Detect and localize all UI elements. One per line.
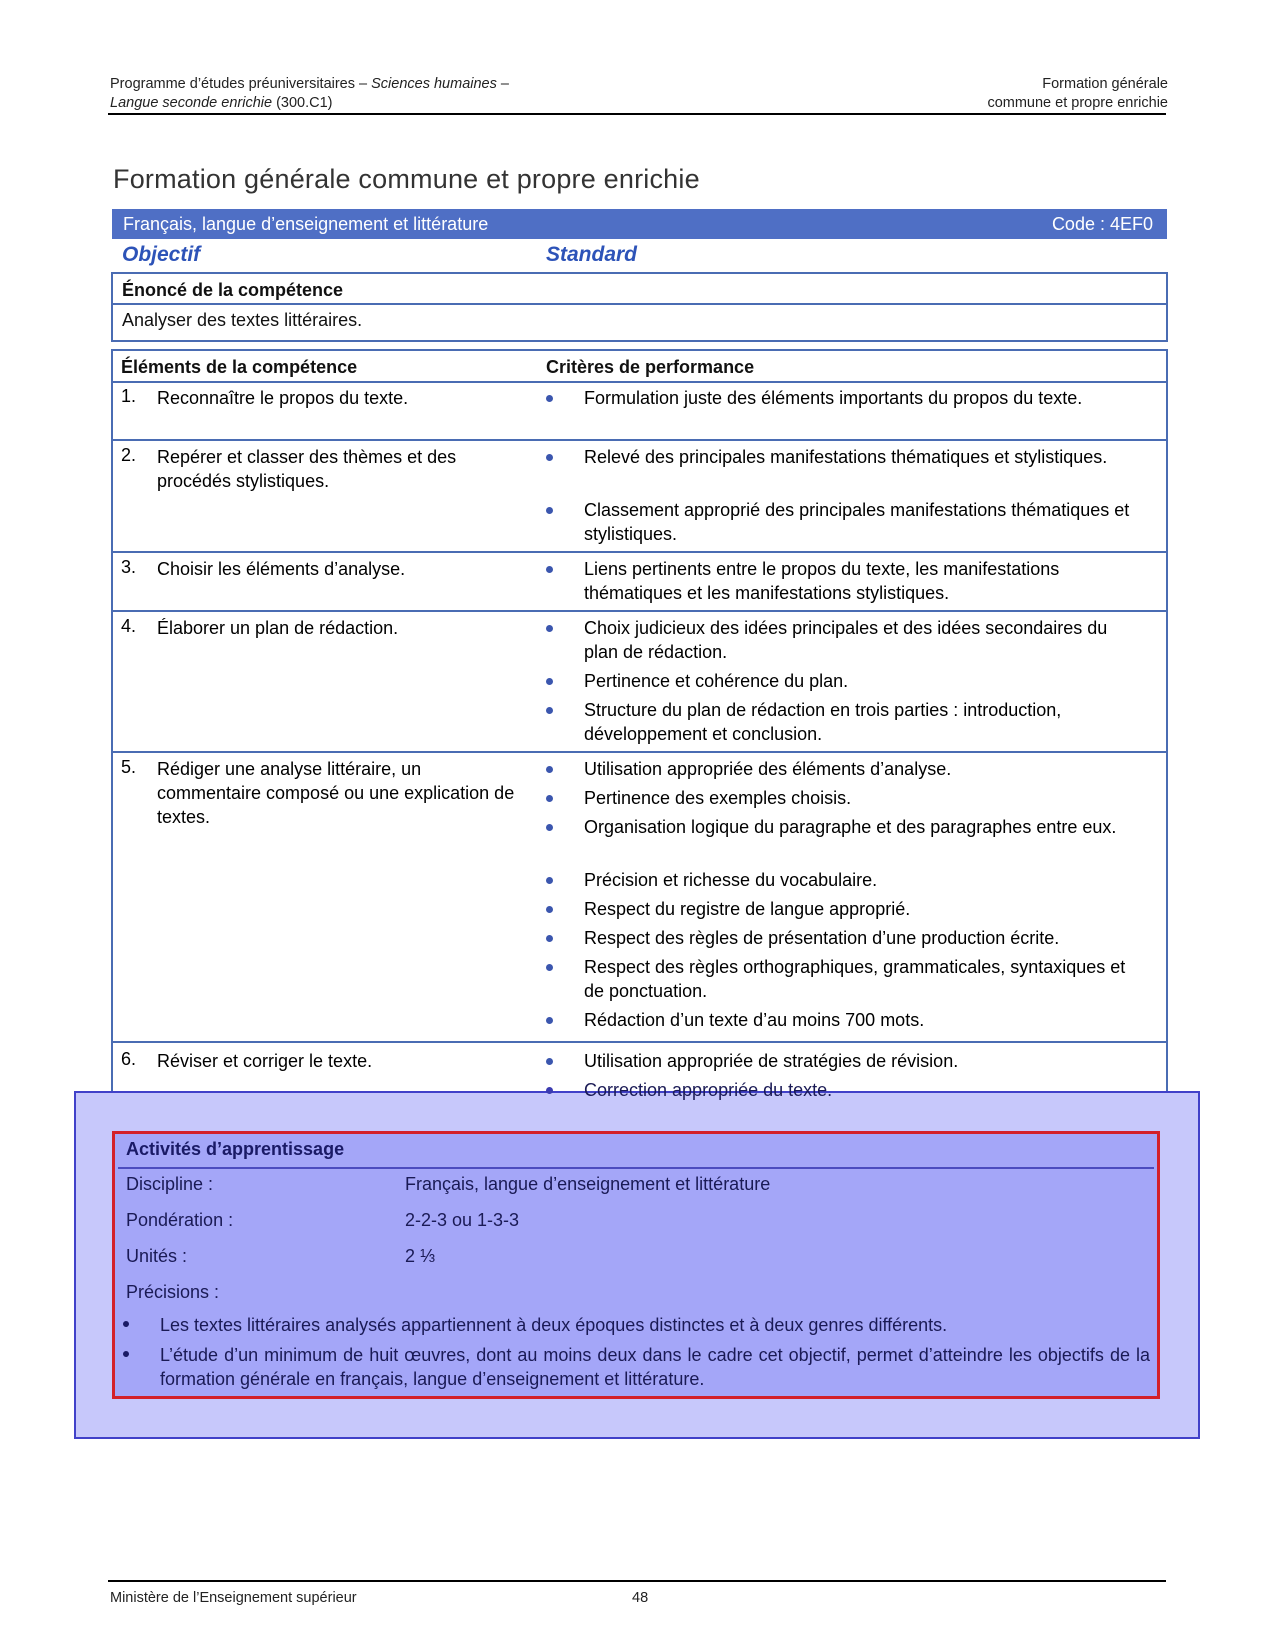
row-criterion: Respect des règles orthographiques, grammaticales, syntaxiques et de ponctuation. bbox=[584, 957, 1126, 1001]
row-criterion: Formulation juste des éléments importants du propos du texte. bbox=[584, 388, 1083, 408]
bullet-icon bbox=[546, 507, 553, 514]
header-section-sub: commune et propre enrichie bbox=[987, 95, 1168, 111]
activites-box bbox=[112, 1131, 1160, 1399]
enonce-text: Analyser des textes littéraires. bbox=[122, 310, 363, 330]
row-number: 6. bbox=[121, 1049, 137, 1069]
row-divider bbox=[112, 1041, 1167, 1043]
bullet-icon bbox=[546, 707, 553, 714]
header-line-1 bbox=[110, 76, 1168, 92]
page-title: Formation générale commune et propre enrichie bbox=[113, 164, 700, 194]
row-criterion: Pertinence des exemples choisis. bbox=[584, 788, 852, 808]
row-criterion: Respect du registre de langue approprié. bbox=[584, 899, 911, 919]
bullet-icon bbox=[546, 824, 553, 831]
bullet-icon bbox=[546, 1017, 553, 1024]
table-header-divider bbox=[112, 381, 1167, 383]
activites-divider bbox=[118, 1167, 1154, 1169]
header-rule bbox=[108, 113, 1166, 115]
row-criterion: Relevé des principales manifestations thématiques et stylistiques. bbox=[584, 447, 1108, 467]
bullet-icon bbox=[546, 877, 553, 884]
bullet-icon bbox=[546, 795, 553, 802]
row-criterion: Liens pertinents entre le propos du texte, les manifestations thématiques et les manifestations stylistiques. bbox=[584, 559, 1060, 603]
row-criterion: Organisation logique du paragraphe et des paragraphes entre eux. bbox=[584, 817, 1117, 837]
bullet-icon bbox=[546, 766, 553, 773]
footer-rule bbox=[108, 1580, 1166, 1582]
row-criterion: Structure du plan de rédaction en trois parties : introduction, développement et conclusion. bbox=[584, 700, 1062, 744]
bullet-icon bbox=[546, 1058, 553, 1065]
bullet-icon bbox=[123, 1351, 129, 1357]
subject-bar bbox=[112, 209, 1167, 239]
row-number: 5. bbox=[121, 757, 137, 777]
row-divider bbox=[112, 610, 1167, 612]
precisions-label: Précisions : bbox=[126, 1282, 220, 1302]
bullet-icon bbox=[546, 964, 553, 971]
row-element: Élaborer un plan de rédaction. bbox=[157, 618, 399, 638]
page-number: 48 bbox=[632, 1590, 649, 1606]
bullet-icon bbox=[546, 566, 553, 573]
ponderation-value: 2-2-3 ou 1-3-3 bbox=[405, 1210, 520, 1230]
header-program: Programme d’études préuniversitaires – Sciences humaines – bbox=[110, 76, 509, 92]
row-number: 1. bbox=[121, 386, 137, 406]
unites-label: Unités : bbox=[126, 1246, 188, 1266]
standard-label: Standard bbox=[546, 243, 638, 266]
subject-code: Code : 4EF0 bbox=[1051, 214, 1153, 234]
bullet-icon bbox=[546, 935, 553, 942]
row-criterion: Précision et richesse du vocabulaire. bbox=[584, 870, 878, 890]
row-criterion: Respect des règles de présentation d’une production écrite. bbox=[584, 928, 1060, 948]
bullet-icon bbox=[546, 1087, 553, 1094]
row-criterion: Classement approprié des principales manifestations thématiques et stylistiques. bbox=[584, 500, 1130, 544]
row-criterion: Utilisation appropriée de stratégies de révision. bbox=[584, 1051, 959, 1071]
row-criterion: Correction appropriée du texte. bbox=[584, 1080, 833, 1100]
row-element: Rédiger une analyse littéraire, un commentaire composé ou une explication de textes. bbox=[157, 759, 515, 827]
enonce-heading: Énoncé de la compétence bbox=[122, 280, 344, 300]
col-header-elements: Éléments de la compétence bbox=[121, 357, 358, 377]
discipline-label: Discipline : bbox=[126, 1174, 214, 1194]
row-criterion: Choix judicieux des idées principales et des idées secondaires du plan de rédaction. bbox=[584, 618, 1108, 662]
bullet-icon bbox=[546, 906, 553, 913]
row-divider bbox=[112, 751, 1167, 753]
bullet-icon bbox=[546, 625, 553, 632]
subject-name: Français, langue d’enseignement et littérature bbox=[123, 214, 489, 234]
row-element: Réviser et corriger le texte. bbox=[157, 1051, 373, 1071]
header-program-sub: Langue seconde enrichie (300.C1) bbox=[110, 95, 333, 111]
unites-value: 2 ⅓ bbox=[405, 1246, 436, 1266]
ponderation-label: Pondération : bbox=[126, 1210, 234, 1230]
row-criterion: Pertinence et cohérence du plan. bbox=[584, 671, 849, 691]
bullet-icon bbox=[123, 1321, 129, 1327]
precision-item: L’étude d’un minimum de huit œuvres, dont au moins deux dans le cadre cet objectif, permet d’atteindre les objectifs de la formation générale en français, langue d’enseignement et littérature. bbox=[160, 1345, 1150, 1389]
row-criterion: Utilisation appropriée des éléments d’analyse. bbox=[584, 759, 952, 779]
bullet-icon bbox=[546, 454, 553, 461]
row-element: Repérer et classer des thèmes et des procédés stylistiques. bbox=[157, 447, 457, 491]
enonce-divider bbox=[112, 303, 1167, 305]
header-line-2 bbox=[110, 95, 1168, 111]
row-element: Reconnaître le propos du texte. bbox=[157, 388, 409, 408]
footer-ministry: Ministère de l’Enseignement supérieur bbox=[110, 1590, 357, 1606]
header-section: Formation générale bbox=[1042, 76, 1168, 92]
bullet-icon bbox=[546, 678, 553, 685]
row-number: 4. bbox=[121, 616, 137, 636]
discipline-value: Français, langue d’enseignement et littérature bbox=[405, 1174, 771, 1194]
bullet-icon bbox=[546, 395, 553, 402]
row-divider bbox=[112, 551, 1167, 553]
col-header-criteres: Critères de performance bbox=[546, 357, 755, 377]
row-criterion: Rédaction d’un texte d’au moins 700 mots. bbox=[584, 1010, 925, 1030]
activites-title: Activités d’apprentissage bbox=[126, 1139, 345, 1159]
row-number: 3. bbox=[121, 557, 137, 577]
precision-item: Les textes littéraires analysés appartiennent à deux époques distinctes et à deux genres différents. bbox=[160, 1315, 948, 1335]
objectif-label: Objectif bbox=[122, 243, 201, 266]
row-divider bbox=[112, 439, 1167, 441]
row-number: 2. bbox=[121, 445, 137, 465]
row-element: Choisir les éléments d’analyse. bbox=[157, 559, 406, 579]
